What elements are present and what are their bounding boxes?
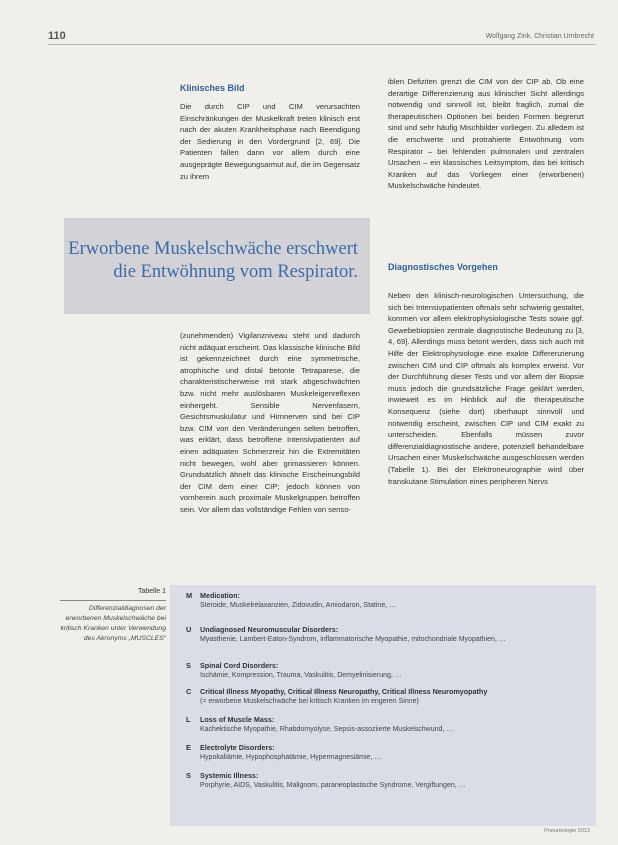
row-description: Hypokaliämie, Hypophosphatämie, Hypermagnesiämie, … [200,754,382,761]
section-heading-diagnostisches-vorgehen: Diagnostisches Vorgehen [388,262,498,272]
acronym-letter: M [186,591,193,600]
row-description: Kachektische Myopathie, Rhabdomyolyse, Sepsis-assoziierte Muskelschwund, … [200,726,454,733]
pull-quote-line: Erworbene Muskelschwäche erschwert [68,239,358,259]
row-title: Critical Illness Myopathy, Critical Illness Neuropathy, Critical Illness Neuromyopathy [200,687,488,696]
row-description: Steroide, Muskelrelaxanzien, Zidovudin, Amiodaron, Statine, … [200,602,397,609]
acronym-letter: S [186,661,191,670]
paragraph: Neben den klinisch-neurologischen Untersuchung, die sich bei Intensivpatienten oftmals sehr schwierig gestaltet, kommen vor allem elektrophysiologische Tests sowie ggf. Gewebebiopsien zentrale diagnostische Bedeutung zu [3, 4, 69]. Allerdings muss betont werden, dass sich auch mit Hilfe der Elektrophysiologie eine exakte Differenzierung zwischen CIM und CIP oftmals als komplex erweist. Vor der Durchführung dieser Tests und vor allem der Biopsie muss jedoch die grundsätzliche Frage geklärt werden, inwieweit es im Hinblick auf die therapeutische Konsequenz (siehe dort) überhaupt sinnvoll und notwendig erscheint, zwischen CIP und CIM exakt zu unterscheiden. Ebenfalls müssen zuvor differenzialdiagnostische andere, potenziell behandelbare Ursachen einer Muskelschwäche ausgeschlossen werden (Tabelle 1). Bei der Elektroneurographie wird über transkutane Stimulation eines peripheren Nervs [388,291,584,486]
row-description: Porphyrie, AIDS, Vaskulitis, Malignom, paraneoplastische Syndrome, Vergiftungen, … [200,782,466,789]
table-label: Tabelle 1 [137,588,166,595]
body-text-left-bottom [180,330,360,516]
page-number: 110 [48,30,66,42]
row-description: (= erworbene Muskelschwäche bei kritisch Kranken im engeren Sinne) [200,698,419,705]
body-text-left-top [180,101,360,182]
header-rule [48,44,596,45]
pull-quote-box [64,218,370,314]
pull-quote [68,238,358,284]
pull-quote-line: die Entwöhnung vom Respirator. [113,262,358,282]
row-title: Systemic Illness: [200,771,259,780]
row-description: Myasthenie, Lambert-Eaton-Syndrom, inflammatorische Myopathie, mitochondriale Myopathien, … [200,636,506,643]
row-title: Medication: [200,591,240,600]
running-head: Wolfgang Zink, Christian Umbrecht [485,33,594,40]
differential-diagnosis-table [170,585,596,826]
paragraph: (zunehmenden) Vigilanzniveau steht und dadurch nicht adäquat erscheint. Das klassische klinische Bild ist gekennzeichnet durch eine symmetrische, atrophische und distal betonte Tetraparese, die charakteristischerweise mit stark abgeschwächten bzw. nicht mehr auslösbaren Muskeleigenreflexen einhergeht. Sensible Nervenfasern, Gesichtsmuskulatur und Hirnnerven sind bei CIP bzw. CIM von den Veränderungen selten betroffen, was erklärt, dass betroffene Intensivpatienten auf einen adäquaten Schmerzreiz hin die Extremitäten nicht bewegen, wohl aber grimassieren können. Grundsätzlich ähnelt das klinische Erscheinungsbild der CIM dem einer CIP; jedoch können von vornherein auch proximale Muskelgruppen betroffen sein. Vor allem das vollständige Fehlen von senso- [180,331,360,514]
page-footer: Pneumologie 2013 [544,828,590,834]
row-title: Spinal Cord Disorders: [200,661,279,670]
acronym-letter: C [186,687,192,696]
section-heading-klinisches-bild: Klinisches Bild [180,83,245,93]
table-caption: Differenzialdiagnosen der erworbenen Muskelschwäche bei kritisch Kranken unter Verwendung des Akronyms „MUSCLES“ [60,605,166,642]
paragraph: Die durch CIP und CIM verursachten Einschränkungen der Muskelkraft treten klinisch erst nach der akuten Krankheitsphase nach Beendigung der Sedierung in den Vordergrund [2, 69]. Die Patienten fallen dann vor allem durch eine ausgeprägte Bewegungsarmut auf, die im Gegensatz zu ihrem [180,102,360,181]
table-label-rule [60,600,166,601]
acronym-letter: S [186,771,191,780]
row-title: Undiagnosed Neuromuscular Disorders: [200,625,339,634]
row-description: Ischämie, Kompression, Trauma, Vaskulitis, Demyelinisierung, … [200,672,402,679]
acronym-letter: U [186,625,192,634]
body-text-right-top [388,76,584,192]
acronym-letter: E [186,743,191,752]
body-text-right-bottom [388,290,584,487]
paragraph: iblen Defiziten grenzt die CIM von der CIP ab. Ob eine derartige Differenzierung aus klinischer Sicht allerdings notwendig und sinnvoll ist, bleibt fraglich, zumal die therapeutischen Optionen bei beiden Formen begrenzt sind und sehr häufig Mischbilder vorliegen. Zu alledem ist die erschwerte und protrahierte Entwöhnung vom Respirator – bei fehlenden pulmonalen und zentralen Ursachen – ein klassisches Leitsymptom, das bei kritisch Kranken auf das Vorliegen einer (erworbenen) Muskelschwäche hindeutet. [388,77,584,191]
row-title: Loss of Muscle Mass: [200,715,275,724]
row-title: Electrolyte Disorders: [200,743,275,752]
acronym-letter: L [186,715,191,724]
